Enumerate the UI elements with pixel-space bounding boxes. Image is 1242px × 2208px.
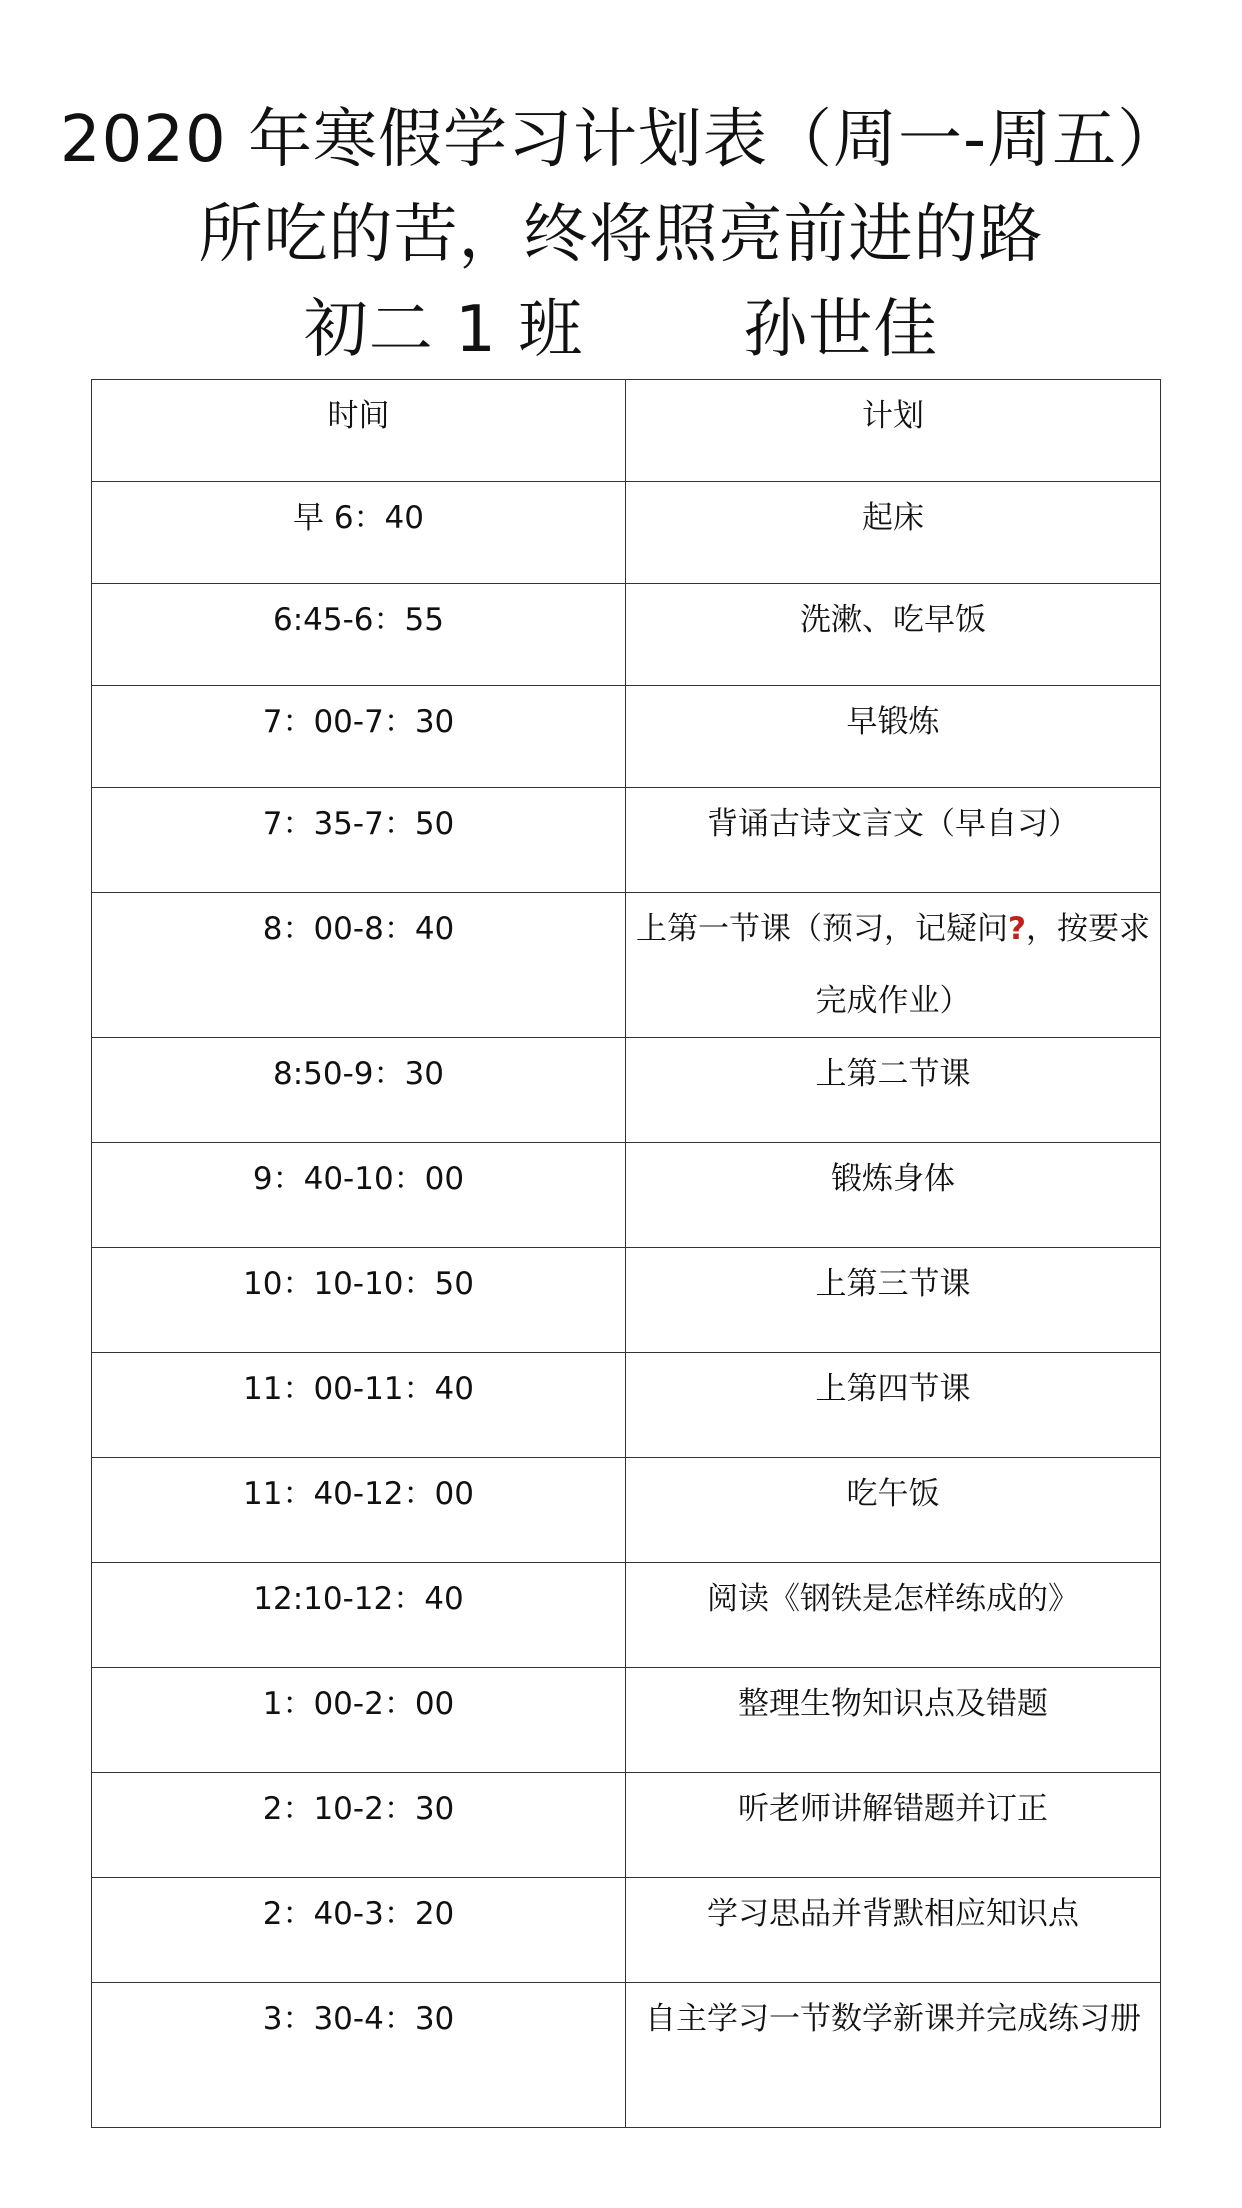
plan-text-end: ，按要求完成作业）	[815, 911, 1150, 1019]
plan-cell: 起床	[626, 482, 1161, 584]
header-time: 时间	[92, 380, 626, 482]
plan-cell: 学习思品并背默相应知识点	[626, 1878, 1161, 1983]
table-row	[92, 893, 1161, 1038]
class-name: 初二 1 班	[303, 293, 584, 367]
plan-cell: 上第二节课	[626, 1038, 1161, 1143]
student-name: 孙世佳	[743, 293, 939, 367]
plan-cell: 吃午饭	[626, 1458, 1161, 1563]
table-row	[92, 1458, 1161, 1563]
time-cell: 11：40-12：00	[92, 1458, 626, 1563]
table-row	[92, 1353, 1161, 1458]
table-row	[92, 1668, 1161, 1773]
table-row	[92, 1983, 1161, 2128]
plan-cell: 洗漱、吃早饭	[626, 584, 1161, 686]
plan-cell: 上第四节课	[626, 1353, 1161, 1458]
student-info	[0, 290, 1242, 370]
plan-cell	[626, 893, 1161, 1038]
table-row	[92, 788, 1161, 893]
plan-text-start: 上第一节课（预习，记疑问	[636, 911, 1008, 947]
table-row	[92, 584, 1161, 686]
time-cell: 1：00-2：00	[92, 1668, 626, 1773]
motto: 所吃的苦，终将照亮前进的路	[198, 198, 1044, 272]
time-cell: 10：10-10：50	[92, 1248, 626, 1353]
plan-cell: 背诵古诗文言文（早自习）	[626, 788, 1161, 893]
plan-cell: 整理生物知识点及错题	[626, 1668, 1161, 1773]
document-title: 2020 年寒假学习计划表（周一-周五）	[59, 103, 1183, 177]
table-row	[92, 482, 1161, 584]
table-row	[92, 1038, 1161, 1143]
plan-cell: 阅读《钢铁是怎样练成的》	[626, 1563, 1161, 1668]
plan-cell: 锻炼身体	[626, 1143, 1161, 1248]
header-plan: 计划	[626, 380, 1161, 482]
time-cell: 7：35-7：50	[92, 788, 626, 893]
plan-cell: 自主学习一节数学新课并完成练习册	[626, 1983, 1161, 2128]
time-cell: 2：10-2：30	[92, 1773, 626, 1878]
plan-cell: 上第三节课	[626, 1248, 1161, 1353]
table-row	[92, 1248, 1161, 1353]
time-cell: 3：30-4：30	[92, 1983, 626, 2128]
schedule-table	[91, 379, 1161, 2128]
time-cell: 6:45-6：55	[92, 584, 626, 686]
table-header-row	[92, 380, 1161, 482]
time-cell: 8：00-8：40	[92, 893, 626, 1038]
plan-cell: 早锻炼	[626, 686, 1161, 788]
time-cell: 9：40-10：00	[92, 1143, 626, 1248]
time-cell: 早 6：40	[92, 482, 626, 584]
question-mark-icon: ?	[1008, 911, 1026, 947]
time-cell: 2：40-3：20	[92, 1878, 626, 1983]
time-cell: 11：00-11：40	[92, 1353, 626, 1458]
time-cell: 7：00-7：30	[92, 686, 626, 788]
plan-cell: 听老师讲解错题并订正	[626, 1773, 1161, 1878]
time-cell: 12:10-12：40	[92, 1563, 626, 1668]
table-row	[92, 686, 1161, 788]
table-row	[92, 1773, 1161, 1878]
table-row	[92, 1563, 1161, 1668]
time-cell: 8:50-9：30	[92, 1038, 626, 1143]
table-row	[92, 1878, 1161, 1983]
table-row	[92, 1143, 1161, 1248]
